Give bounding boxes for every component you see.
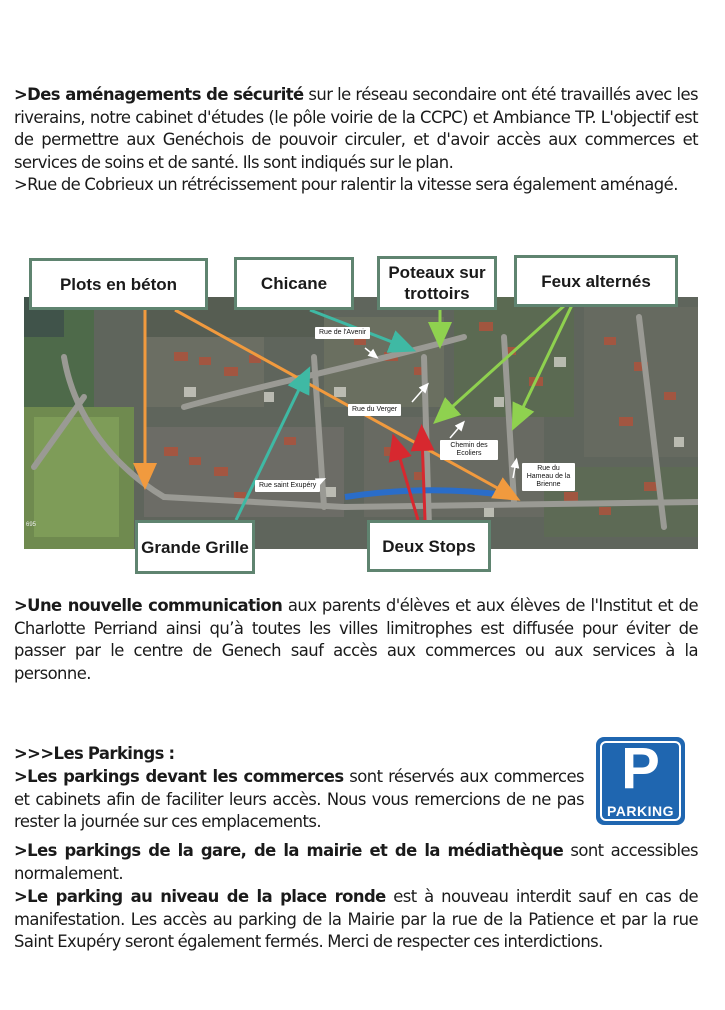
map-corner-label: 695 [26, 522, 37, 528]
parkings-item3-heading: >Le parking au niveau de la place ronde [14, 887, 386, 906]
parkings-item2 [14, 840, 698, 885]
parkings-item1-text: sont réservés aux commerces et cabinets afin de faciliter leurs accès. Nous vous remercions de ne pas rester la journée sur ces emplacements. [14, 767, 584, 832]
arrow-stop-1 [396, 445, 418, 520]
street-label-verger: Rue du Verger [348, 404, 401, 416]
pointer-verger [412, 386, 426, 402]
intro-heading: >Des aménagements de sécurité [14, 85, 304, 104]
communication-paragraph [14, 595, 698, 685]
callout-deux-stops: Deux Stops [367, 520, 491, 572]
parkings-item1-heading: >Les parkings devant les commerces [14, 767, 344, 786]
callout-chicane: Chicane [234, 257, 354, 310]
parkings-item3 [14, 886, 698, 954]
arrow-grille [236, 377, 305, 520]
street-label-avenir: Rue de l'Avenir [315, 327, 370, 339]
blue-zone-line [345, 490, 512, 497]
pointer-hameau [513, 462, 516, 478]
parkings-item2-heading: >Les parkings de la gare, de la mairie et de la médiathèque [14, 841, 564, 860]
callout-poteaux-sur-trottoirs: Poteaux sur trottoirs [377, 256, 497, 310]
callout-feux-alternes: Feux alternés [514, 255, 678, 307]
street-label-ecoliers: Chemin des Ecoliers [440, 440, 498, 460]
callout-grande-grille: Grande Grille [135, 520, 255, 574]
communication-heading: >Une nouvelle communication [14, 596, 283, 615]
street-label-exupery: Rue saint Exupéry [255, 480, 320, 492]
pointer-ecoliers [450, 424, 462, 438]
parking-sign-word: PARKING [606, 803, 675, 819]
parkings-heading-text: >>>Les Parkings : [14, 744, 175, 763]
callout-plots-en-beton: Plots en béton [29, 258, 208, 310]
parking-sign-icon [596, 737, 685, 825]
cobrieux-text: >Rue de Cobrieux un rétrécissement pour ralentir la vitesse sera également aménagé. [14, 175, 678, 195]
intro-text: sur le réseau secondaire ont été travaillés avec les riverains, notre cabinet d'études (le pôle voirie de la CCPC) et Ambiance TP. L'objectif est de permettre aux Genéchois de pouvoir circuler, et d'avoir accès aux commerces et services de soins et de santé. Ils sont indiqués sur le plan. [14, 85, 698, 172]
street-label-hameau: Rue du Hameau de la Brienne [522, 463, 575, 491]
parkings-item2-text: sont accessibles normalement. [14, 841, 699, 883]
communication-text: aux parents d'élèves et aux élèves de l'Institut et de Charlotte Perriand ainsi qu’à toutes les villes limitrophes est diffusée pour éviter de passer par le centre de Genech sauf accès aux commerces ou aux services à la personne. [14, 596, 698, 683]
parking-sign-letter: P [621, 736, 660, 801]
pointer-avenir [365, 348, 375, 356]
parkings-item1 [14, 766, 584, 834]
parkings-item3-text: est à nouveau interdit sauf en cas de manifestation. Les accès au parking de la Mairie par la rue de la Patience et par la rue Saint Exupéry seront également fermés. Merci de respecter ces interdictions. [14, 887, 699, 952]
